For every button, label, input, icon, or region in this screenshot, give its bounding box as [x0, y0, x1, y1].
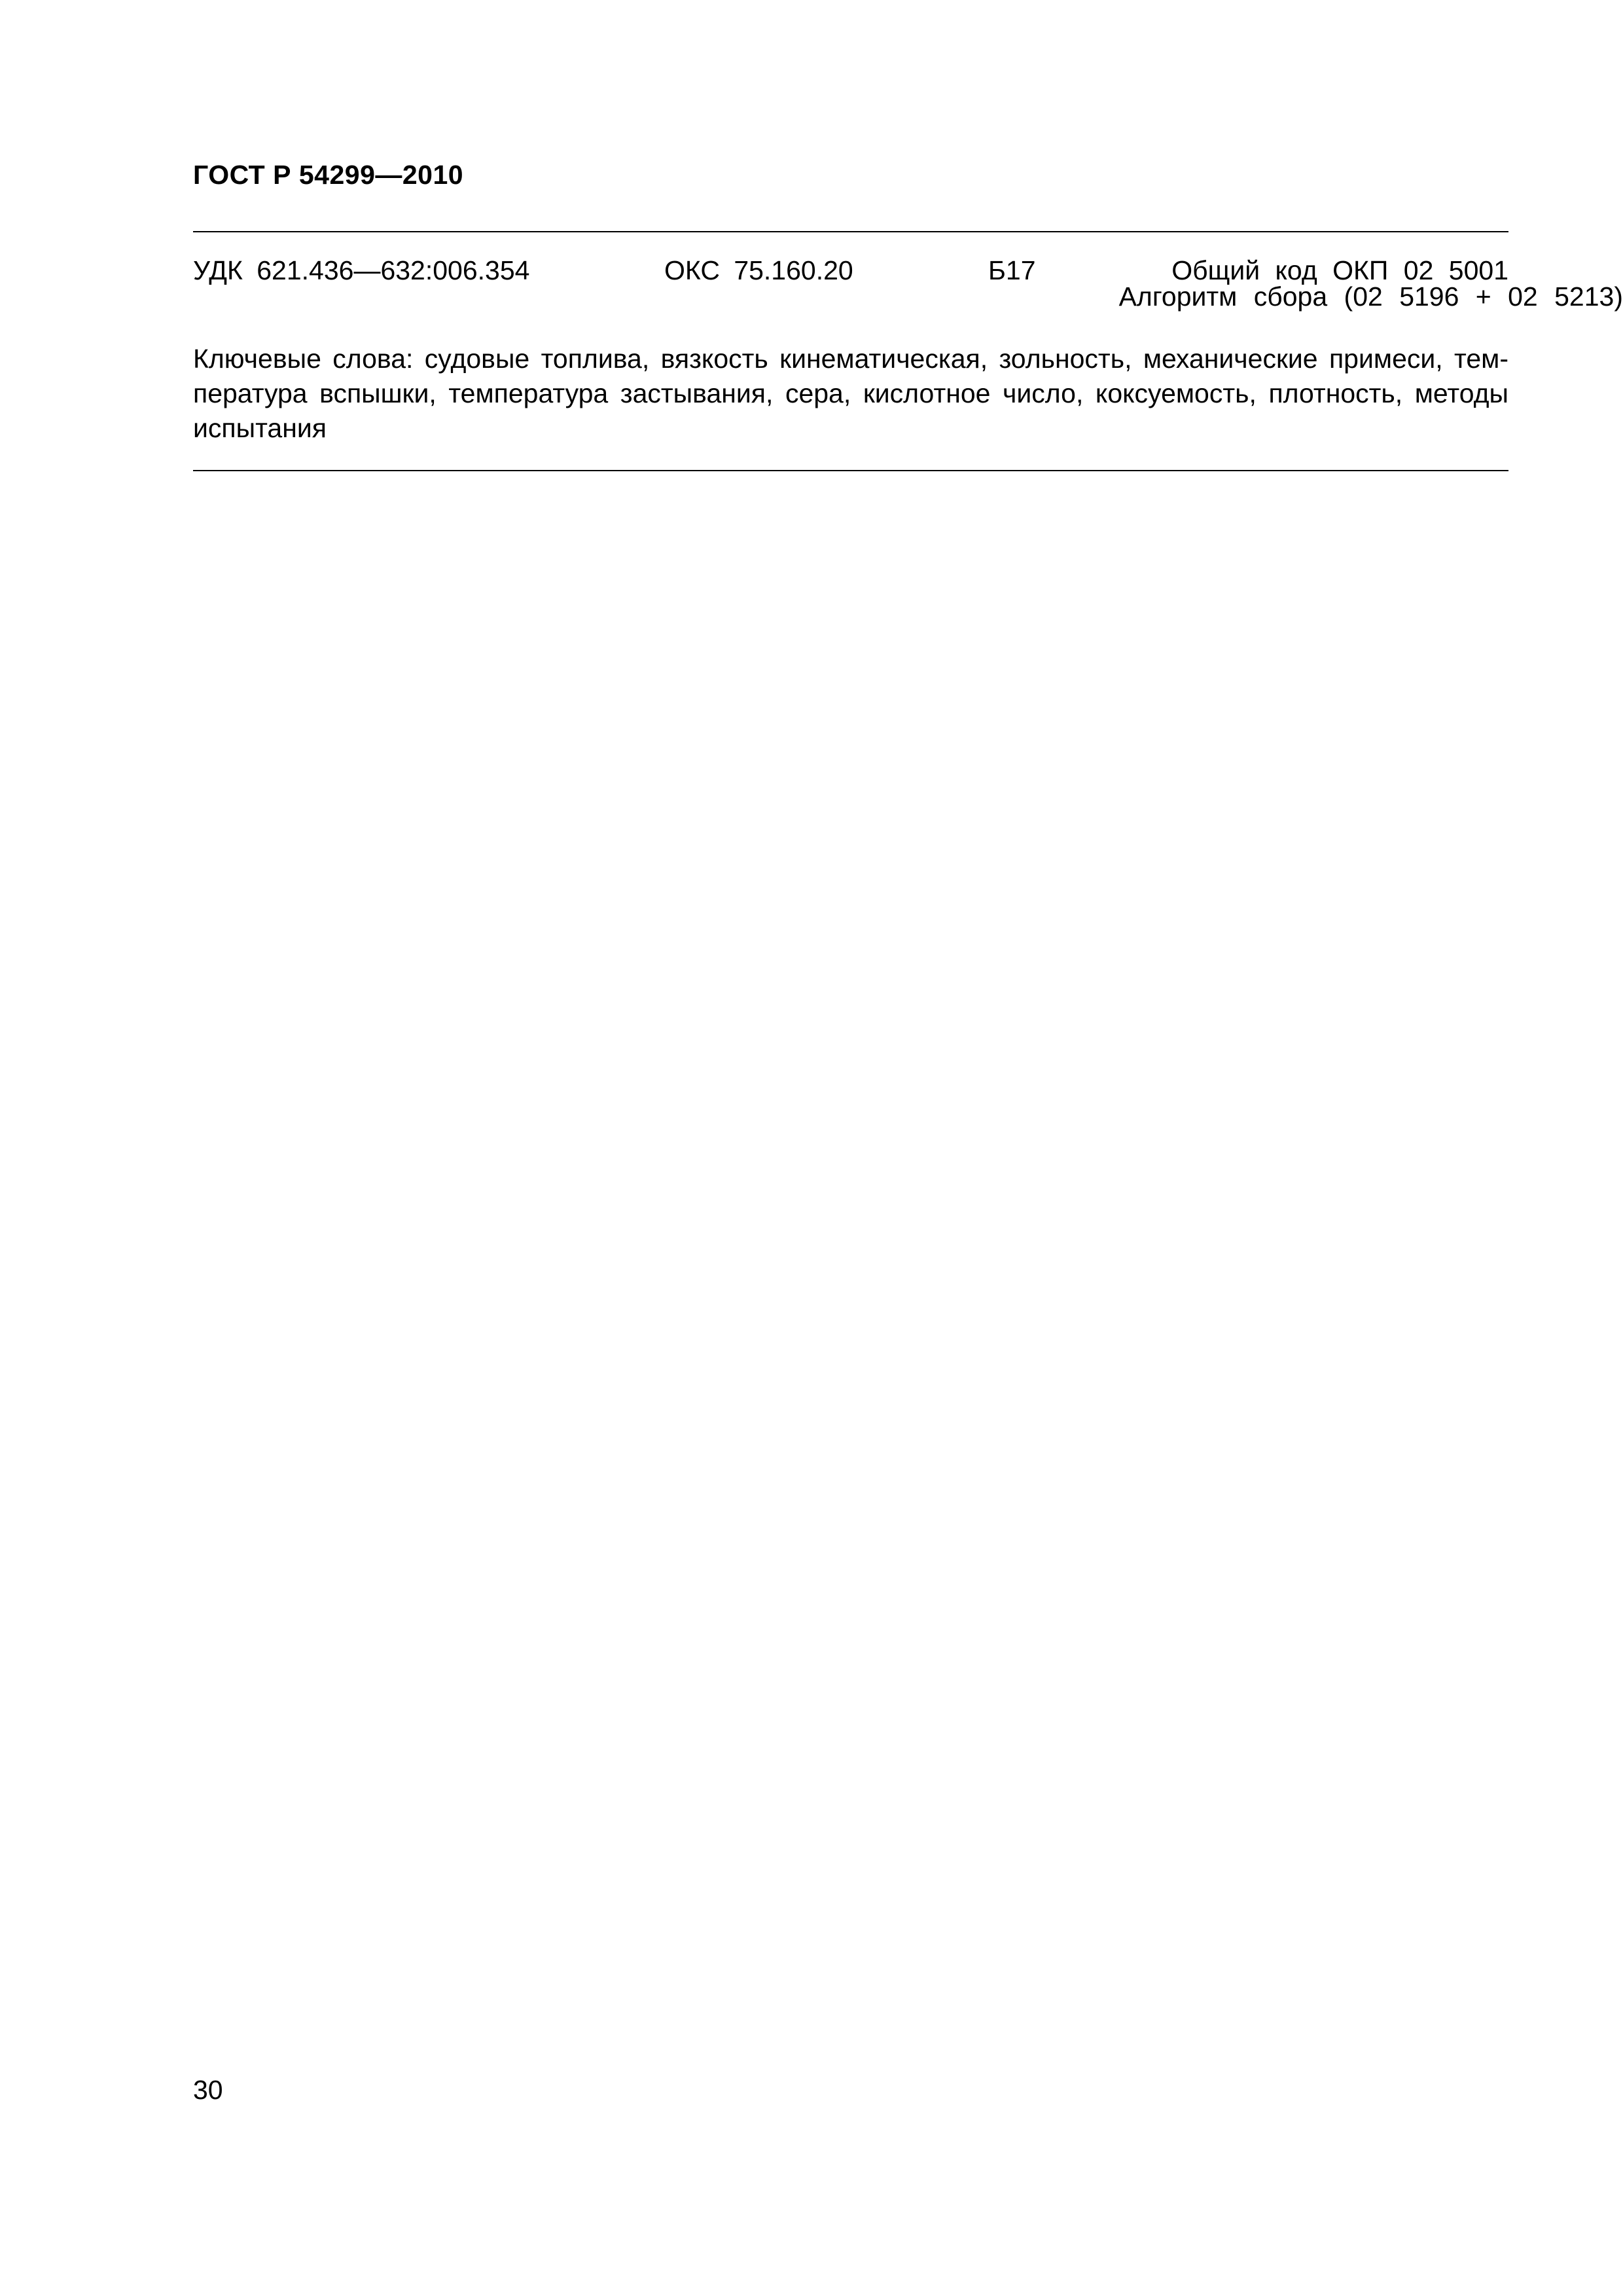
top-divider	[193, 231, 1508, 232]
group-code: Б17	[988, 255, 1036, 285]
okp-code: Общий код ОКП 02 5001	[1171, 255, 1508, 285]
page-number: 30	[193, 2075, 223, 2105]
collection-algorithm: Алгоритм сбора (02 5196 + 02 5213)	[1118, 281, 1623, 312]
keywords-line: пература вспышки, температура застывания, сера, кислотное число, коксуемость, плотность, методы	[193, 378, 1508, 408]
keywords-line: испытания	[193, 413, 327, 443]
udk-code: УДК 621.436—632:006.354	[193, 255, 530, 285]
bottom-divider	[193, 470, 1508, 471]
document-id: ГОСТ Р 54299—2010	[193, 160, 464, 190]
oks-code: ОКС 75.160.20	[664, 255, 853, 285]
keywords-block	[193, 342, 1508, 446]
keywords-line: Ключевые слова: судовые топлива, вязкость кинематическая, зольность, механические примеси, тем-	[193, 344, 1508, 374]
